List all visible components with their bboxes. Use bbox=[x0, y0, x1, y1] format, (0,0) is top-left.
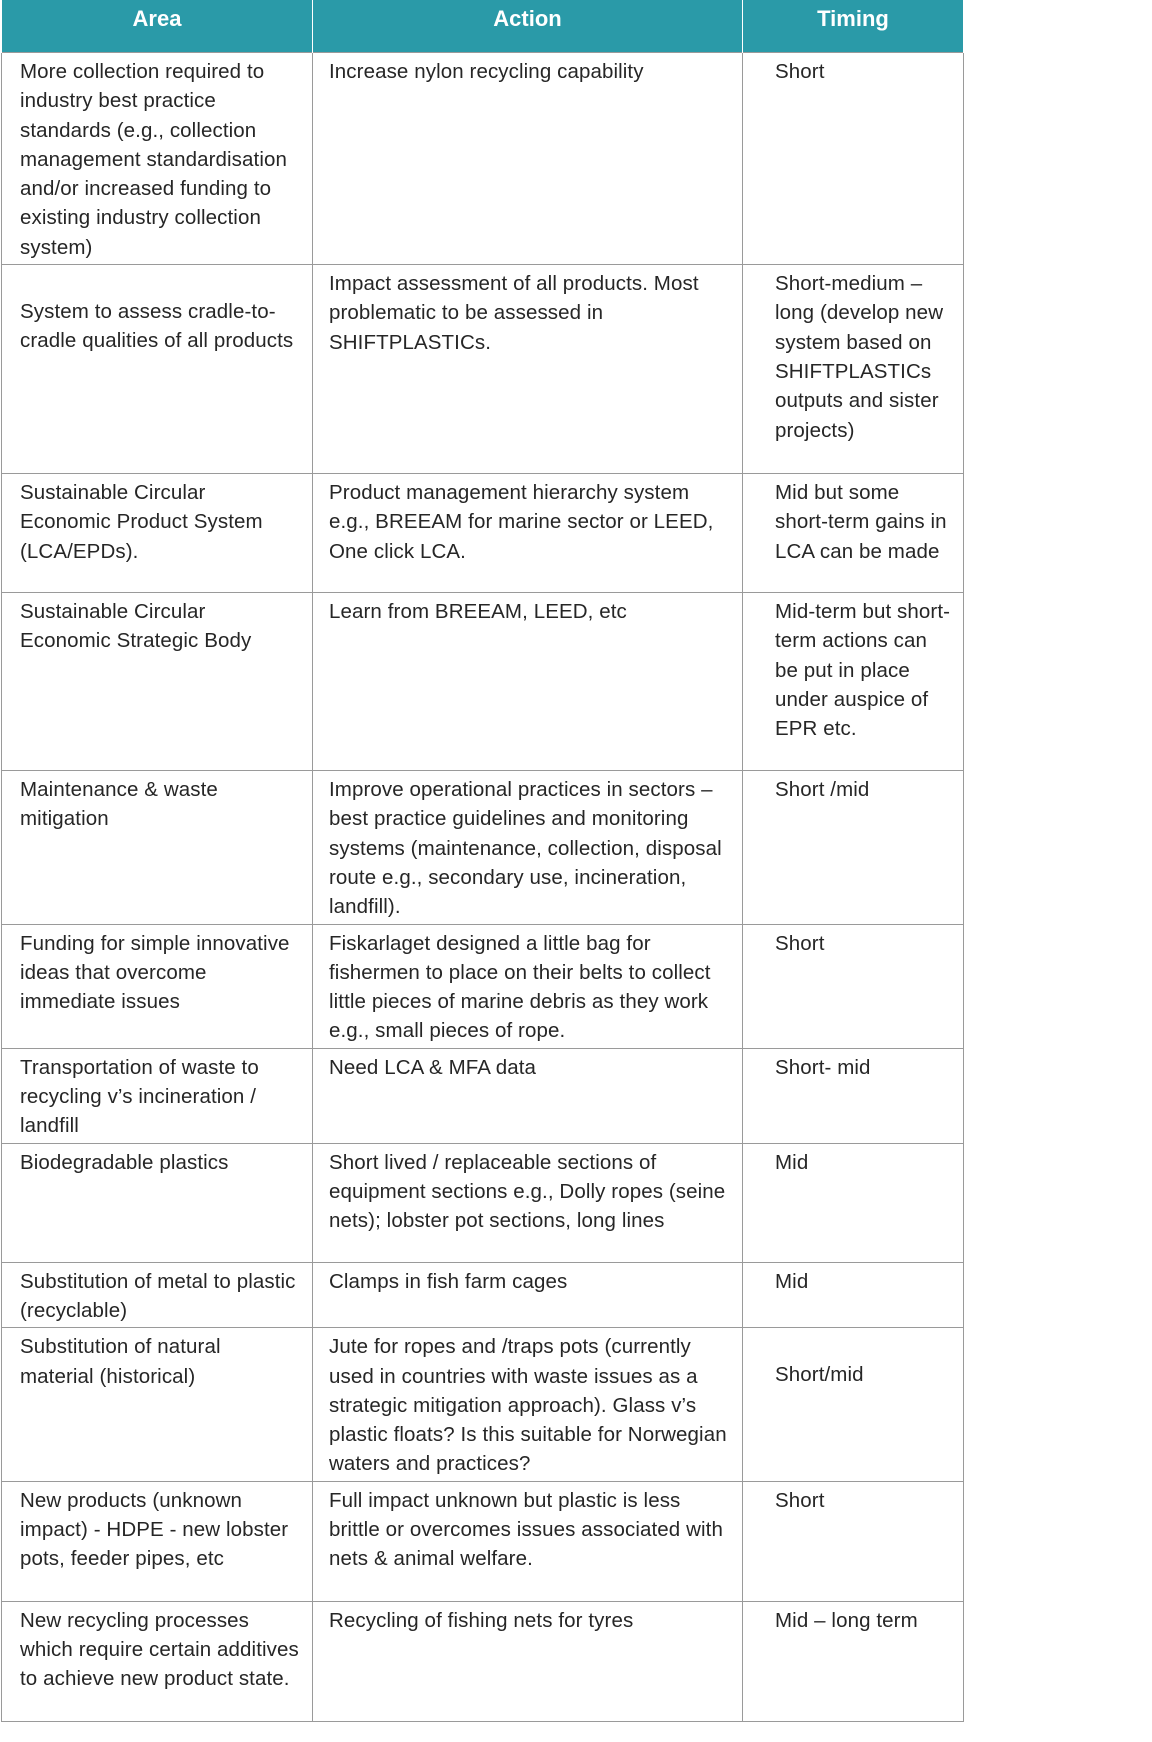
area-cell: Transportation of waste to recycling v’s incineration / landfill bbox=[2, 1048, 313, 1143]
timing-cell: Short /mid bbox=[743, 771, 964, 924]
timing-cell: Mid but some short-term gains in LCA can be made bbox=[743, 474, 964, 593]
action-cell: Clamps in fish farm cages bbox=[313, 1262, 743, 1328]
header-area: Area bbox=[2, 0, 313, 53]
table-row bbox=[2, 265, 964, 474]
action-cell: Impact assessment of all products. Most problematic to be assessed in SHIFTPLASTICs. bbox=[313, 265, 743, 474]
area-cell: Maintenance & waste mitigation bbox=[2, 771, 313, 924]
table-row bbox=[2, 924, 964, 1048]
action-cell: Product management hierarchy system e.g., BREEAM for marine sector or LEED, One click LCA. bbox=[313, 474, 743, 593]
table-row bbox=[2, 1601, 964, 1721]
table-row bbox=[2, 53, 964, 265]
timing-cell: Short bbox=[743, 924, 964, 1048]
table-row bbox=[2, 1048, 964, 1143]
timing-cell: Mid-term but short-term actions can be put in place under auspice of EPR etc. bbox=[743, 593, 964, 771]
action-cell: Learn from BREEAM, LEED, etc bbox=[313, 593, 743, 771]
area-cell: New products (unknown impact) - HDPE - new lobster pots, feeder pipes, etc bbox=[2, 1481, 313, 1601]
action-cell: Short lived / replaceable sections of equipment sections e.g., Dolly ropes (seine nets); lobster pot sections, long lines bbox=[313, 1143, 743, 1262]
action-cell: Full impact unknown but plastic is less brittle or overcomes issues associated with nets & animal welfare. bbox=[313, 1481, 743, 1601]
timing-cell: Mid – long term bbox=[743, 1601, 964, 1721]
area-cell: Sustainable Circular Economic Strategic Body bbox=[2, 593, 313, 771]
table-row bbox=[2, 1481, 964, 1601]
area-cell: System to assess cradle-to-cradle qualities of all products bbox=[2, 265, 313, 474]
header-row bbox=[2, 0, 964, 53]
timing-cell: Short bbox=[743, 53, 964, 265]
area-cell: Substitution of metal to plastic (recyclable) bbox=[2, 1262, 313, 1328]
timing-cell: Mid bbox=[743, 1262, 964, 1328]
action-cell: Recycling of fishing nets for tyres bbox=[313, 1601, 743, 1721]
timing-cell: Short- mid bbox=[743, 1048, 964, 1143]
timing-cell: Short bbox=[743, 1481, 964, 1601]
area-cell: More collection required to industry best practice standards (e.g., collection management standardisation and/or increased funding to existing industry collection system) bbox=[2, 53, 313, 265]
table-body bbox=[2, 53, 964, 1722]
timing-cell: Short/mid bbox=[743, 1328, 964, 1481]
action-cell: Fiskarlaget designed a little bag for fishermen to place on their belts to collect little pieces of marine debris as they work e.g., small pieces of rope. bbox=[313, 924, 743, 1048]
table-row bbox=[2, 1262, 964, 1328]
header-timing: Timing bbox=[743, 0, 964, 53]
table-row bbox=[2, 1328, 964, 1481]
header-action: Action bbox=[313, 0, 743, 53]
area-cell: Sustainable Circular Economic Product System (LCA/EPDs). bbox=[2, 474, 313, 593]
action-cell: Jute for ropes and /traps pots (currently used in countries with waste issues as a strategic mitigation approach). Glass v’s plastic floats? Is this suitable for Norwegian waters and practices? bbox=[313, 1328, 743, 1481]
area-cell: Substitution of natural material (historical) bbox=[2, 1328, 313, 1481]
table-header bbox=[2, 0, 964, 53]
table-row bbox=[2, 1143, 964, 1262]
area-cell: Biodegradable plastics bbox=[2, 1143, 313, 1262]
area-cell: Funding for simple innovative ideas that overcome immediate issues bbox=[2, 924, 313, 1048]
table-row bbox=[2, 593, 964, 771]
timing-cell: Mid bbox=[743, 1143, 964, 1262]
actions-table bbox=[1, 0, 964, 1722]
table-row bbox=[2, 474, 964, 593]
timing-cell: Short-medium – long (develop new system based on SHIFTPLASTICs outputs and sister projects) bbox=[743, 265, 964, 474]
action-cell: Improve operational practices in sectors – best practice guidelines and monitoring systems (maintenance, collection, disposal route e.g., secondary use, incineration, landfill). bbox=[313, 771, 743, 924]
area-cell: New recycling processes which require certain additives to achieve new product state. bbox=[2, 1601, 313, 1721]
action-cell: Increase nylon recycling capability bbox=[313, 53, 743, 265]
action-cell: Need LCA & MFA data bbox=[313, 1048, 743, 1143]
table-row bbox=[2, 771, 964, 924]
